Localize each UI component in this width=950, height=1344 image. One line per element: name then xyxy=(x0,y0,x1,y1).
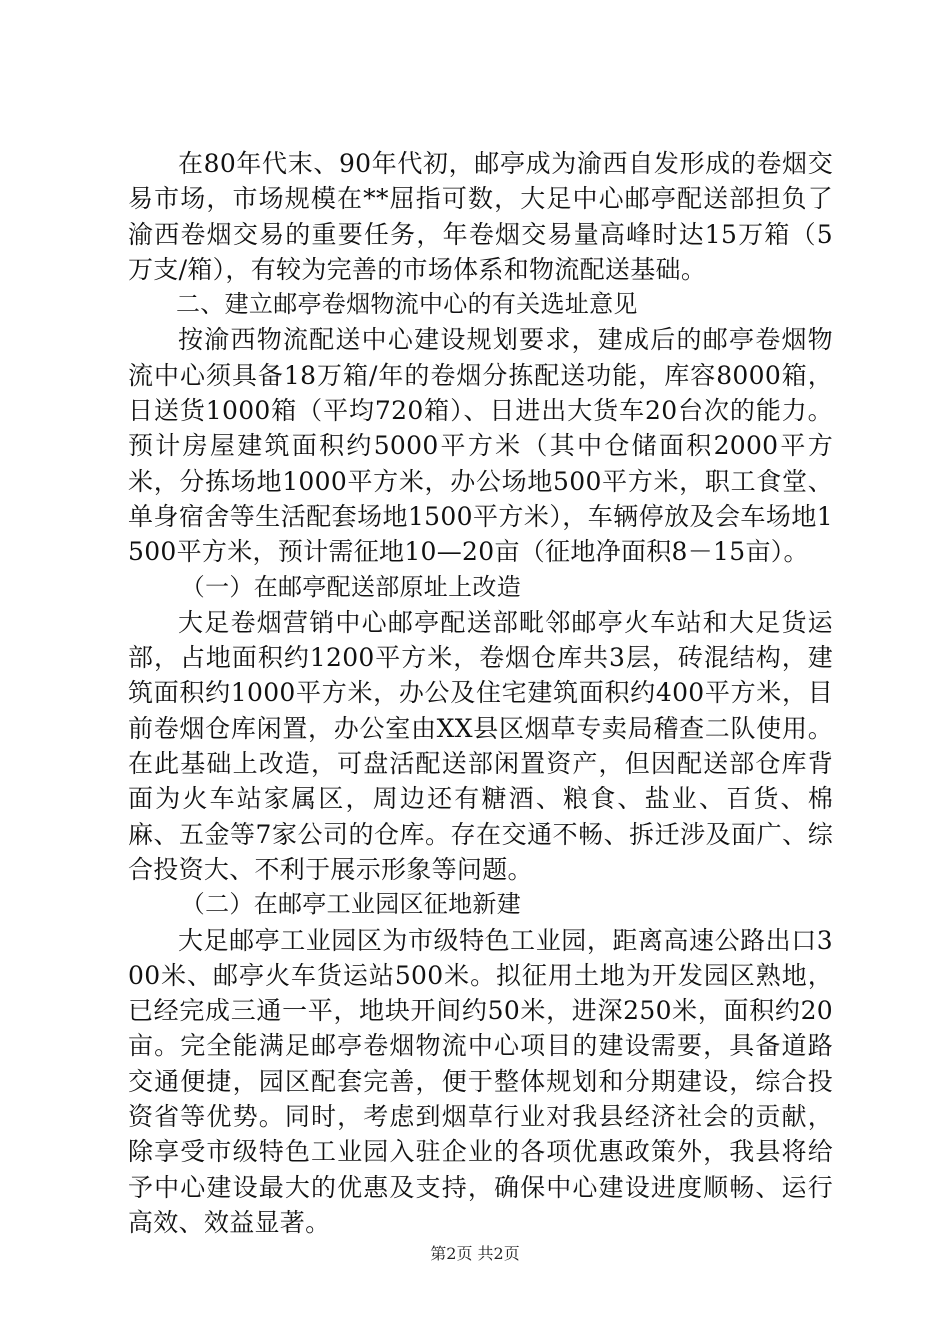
document-body xyxy=(128,146,833,1240)
paragraph-planning-requirements: 按渝西物流配送中心建设规划要求，建成后的邮亭卷烟物流中心须具备18万箱/年的卷烟分拣配送功能，库容8000箱，日送货1000箱（平均720箱）、日进出大货车20台次的能力。预计房屋建筑面积约5000平方米（其中仓储面积2000平方米，分拣场地1000平方米，办公场地500平方米，职工食堂、单身宿舍等生活配套场地1500平方米），车辆停放及会车场地1500平方米，预计需征地10—20亩（征地净面积8－15亩）。 xyxy=(128,325,833,567)
subheading-option-two: （二）在邮亭工业园区征地新建 xyxy=(180,890,521,919)
paragraph-option-one-detail: 大足卷烟营销中心邮亭配送部毗邻邮亭火车站和大足货运部，占地面积约1200平方米，卷烟仓库共3层，砖混结构，建筑面积约1000平方米，办公及住宅建筑面积约400平方米，目前卷烟仓库闲置，办公室由XX县区烟草专卖局稽查二队使用。在此基础上改造，可盘活配送部闲置资产，但因配送部仓库背面为火车站家属区，周边还有糖酒、粮食、盐业、百货、棉麻、五金等7家公司的仓库。存在交通不畅、拆迁涉及面广、综合投资大、不利于展示形象等问题。 xyxy=(128,607,833,884)
paragraph-option-two-detail: 大足邮亭工业园区为市级特色工业园，距离高速公路出口300米、邮亭火车货运站500米。拟征用土地为开发园区熟地，已经完成三通一平，地块开间约50米，进深250米，面积约20亩。完全能满足邮亭卷烟物流中心项目的建设需要，具备道路交通便捷，园区配套完善，便于整体规划和分期建设，综合投资省等优势。同时，考虑到烟草行业对我县经济社会的贡献，除享受市级特色工业园入驻企业的各项优惠政策外，我县将给予中心建设最大的优惠及支持，确保中心建设进度顺畅、运行高效、效益显著。 xyxy=(128,925,833,1237)
subheading-option-one: （一）在邮亭配送部原址上改造 xyxy=(180,572,521,601)
page-footer: 第2页 共2页 xyxy=(430,1244,520,1263)
paragraph-market-history: 在80年代末、90年代初，邮亭成为渝西自发形成的卷烟交易市场，市场规模在**屈指可数，大足中心邮亭配送部担负了渝西卷烟交易的重要任务，年卷烟交易量高峰时达15万箱（5万支/箱），有较为完善的市场体系和物流配送基础。 xyxy=(128,149,833,284)
section-heading-site-selection: 二、建立邮亭卷烟物流中心的有关选址意见 xyxy=(176,290,638,319)
